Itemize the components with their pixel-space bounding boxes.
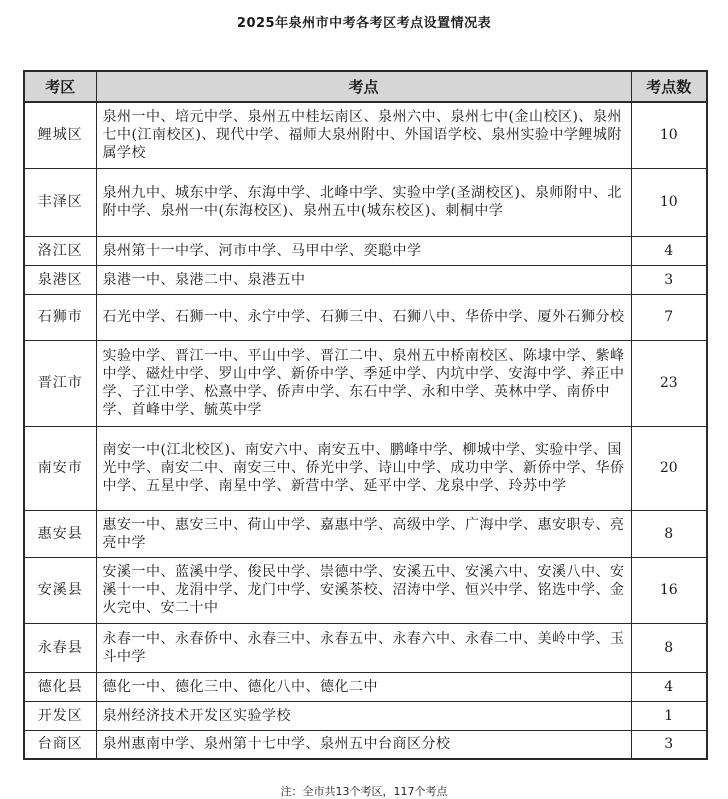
table-row	[24, 557, 707, 623]
table-row	[24, 623, 707, 672]
count-cell: 10	[631, 168, 707, 236]
sites-cell: 泉州第十一中学、河市中学、马甲中学、奕聪中学	[96, 236, 631, 265]
sites-cell: 泉州九中、城东中学、东海中学、北峰中学、实验中学(圣湖校区)、泉师附中、北附中学、泉州一中(东海校区)、泉州五中(城东校区)、刺桐中学	[96, 168, 631, 236]
district-cell: 洛江区	[24, 236, 96, 265]
header-district: 考区	[24, 71, 96, 102]
table-row	[24, 294, 707, 340]
district-cell: 惠安县	[24, 510, 96, 557]
count-cell: 3	[631, 265, 707, 294]
table-row	[24, 426, 707, 510]
district-cell: 泉港区	[24, 265, 96, 294]
district-cell: 德化县	[24, 672, 96, 701]
district-cell: 晋江市	[24, 340, 96, 426]
count-cell: 16	[631, 557, 707, 623]
sites-cell: 惠安一中、惠安三中、荷山中学、嘉惠中学、高级中学、广海中学、惠安职专、亮亮中学	[96, 510, 631, 557]
header-sites: 考点	[96, 71, 631, 102]
count-cell: 10	[631, 102, 707, 168]
sites-cell: 泉州惠南中学、泉州第十七中学、泉州五中台商区分校	[96, 730, 631, 759]
count-cell: 4	[631, 672, 707, 701]
table-title: 2025年泉州市中考各考区考点设置情况表	[236, 16, 492, 31]
table-row	[24, 102, 707, 168]
exam-sites-table	[23, 70, 708, 760]
district-cell: 安溪县	[24, 557, 96, 623]
count-cell: 20	[631, 426, 707, 510]
sites-cell: 安溪一中、蓝溪中学、俊民中学、崇德中学、安溪五中、安溪六中、安溪八中、安溪十一中、龙涓中学、龙门中学、安溪茶校、沼涛中学、恒兴中学、铭选中学、金火完中、安二十中	[96, 557, 631, 623]
district-cell: 台商区	[24, 730, 96, 759]
table-row	[24, 701, 707, 730]
header-row	[24, 71, 707, 102]
sites-cell: 泉州一中、培元中学、泉州五中桂坛南区、泉州六中、泉州七中(金山校区)、泉州七中(江南校区)、现代中学、福师大泉州附中、外国语学校、泉州实验中学鲤城附属学校	[96, 102, 631, 168]
count-cell: 1	[631, 701, 707, 730]
district-cell: 永春县	[24, 623, 96, 672]
sites-cell: 泉州经济技术开发区实验学校	[96, 701, 631, 730]
footnote: 注：全市共13个考区，117个考点	[280, 785, 448, 798]
table-row	[24, 340, 707, 426]
sites-cell: 石光中学、石狮一中、永宁中学、石狮三中、石狮八中、华侨中学、厦外石狮分校	[96, 294, 631, 340]
sites-cell: 永春一中、永春侨中、永春三中、永春五中、永春六中、永春二中、美岭中学、玉斗中学	[96, 623, 631, 672]
table-row	[24, 168, 707, 236]
sites-cell: 实验中学、晋江一中、平山中学、晋江二中、泉州五中桥南校区、陈埭中学、紫峰中学、磁灶中学、罗山中学、新侨中学、季延中学、内坑中学、安海中学、养正中学、子江中学、松熹中学、侨声中学、东石中学、永和中学、英林中学、南侨中学、首峰中学、毓英中学	[96, 340, 631, 426]
district-cell: 石狮市	[24, 294, 96, 340]
header-count: 考点数	[631, 71, 707, 102]
count-cell: 23	[631, 340, 707, 426]
district-cell: 鲤城区	[24, 102, 96, 168]
count-cell: 4	[631, 236, 707, 265]
count-cell: 8	[631, 623, 707, 672]
table-row	[24, 730, 707, 759]
count-cell: 7	[631, 294, 707, 340]
district-cell: 开发区	[24, 701, 96, 730]
table-row	[24, 510, 707, 557]
district-cell: 南安市	[24, 426, 96, 510]
sites-cell: 泉港一中、泉港二中、泉港五中	[96, 265, 631, 294]
table-row	[24, 265, 707, 294]
table-row	[24, 672, 707, 701]
count-cell: 3	[631, 730, 707, 759]
count-cell: 8	[631, 510, 707, 557]
table-row	[24, 236, 707, 265]
sites-cell: 南安一中(江北校区)、南安六中、南安五中、鹏峰中学、柳城中学、实验中学、国光中学、南安二中、南安三中、侨光中学、诗山中学、成功中学、新侨中学、华侨中学、五星中学、南星中学、新营中学、延平中学、龙泉中学、玲苏中学	[96, 426, 631, 510]
district-cell: 丰泽区	[24, 168, 96, 236]
sites-cell: 德化一中、德化三中、德化八中、德化二中	[96, 672, 631, 701]
